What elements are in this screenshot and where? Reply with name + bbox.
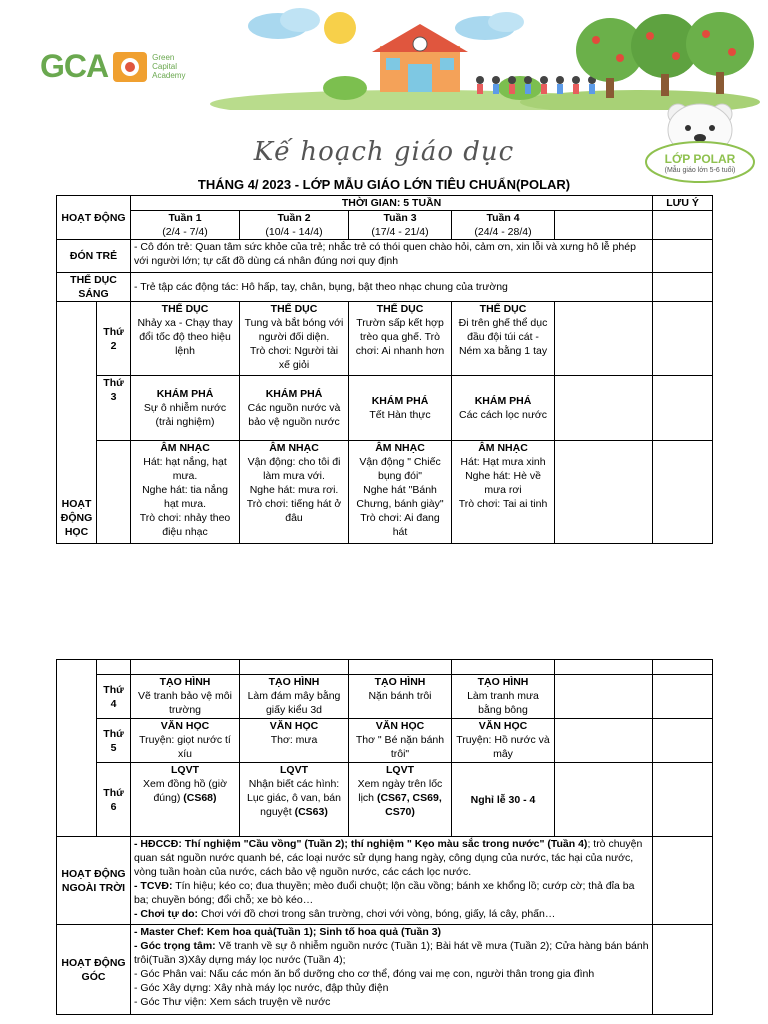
activity-cell: [349, 302, 452, 376]
empty-cell: [555, 441, 653, 544]
activity-cell: [131, 441, 240, 544]
activity-cell: [452, 302, 555, 376]
activity-title: ÂM NHẠC: [160, 442, 210, 454]
empty-day-cell: [97, 441, 131, 544]
empty-label-cell: [57, 660, 97, 837]
activity-cell: [131, 675, 240, 719]
activity-title: THỂ DỤC: [479, 303, 527, 315]
activity-cell: [131, 763, 240, 837]
week-name: Tuần 3: [383, 212, 417, 224]
activity-line: Trườn sấp kết hợp trèo qua ghế. Trò chơi: Ai nhanh hơn: [355, 317, 445, 357]
empty-cell: [653, 763, 713, 837]
row-label-hoat-dong-hoc: HOẠT ĐỘNG HỌC: [57, 302, 97, 544]
activity-cell: [452, 441, 555, 544]
logo-subtitle: [152, 53, 185, 80]
activity-cell: [131, 376, 240, 441]
logo-mark-icon: [112, 51, 148, 83]
activity-line: Vận động " Chiếc bụng đói": [359, 456, 441, 482]
activity-line: Nghe hát: tia nắng hạt mưa.: [142, 484, 228, 510]
page-title: THÁNG 4/ 2023 - LỚP MẪU GIÁO LỚN TIÊU CHUẨN(POLAR): [197, 177, 571, 192]
empty-cell: [653, 675, 713, 719]
day-thu-5: Thứ 5: [97, 719, 131, 763]
activity-line: Nhảy xa - Chạy thay đổi tốc độ theo hiệu lệnh: [137, 317, 233, 357]
activity-cell: [240, 376, 349, 441]
activity-cell: [131, 302, 240, 376]
empty-cell: [653, 441, 713, 544]
empty-cell: [653, 211, 713, 240]
ngoai-troi-text: [131, 837, 653, 925]
activity-line: Các nguồn nước và bảo vệ nguồn nước: [247, 402, 341, 428]
week-name: Tuần 2: [277, 212, 311, 224]
activity-cell: [349, 719, 452, 763]
activity-title: LQVT: [386, 764, 414, 776]
hdccd-label: - HĐCCĐ: Thí nghiệm "Cầu vồng" (Tuần 2); thí nghiệm " Kẹo màu sắc trong nước" (Tuần 4): [134, 838, 588, 850]
activity-title: VĂN HỌC: [375, 720, 425, 732]
trong-tam-line: [134, 939, 649, 967]
tcvd-text: Tín hiệu; kéo co; đua thuyền; mèo đuổi chuột; lộn cầu vồng; bánh xe khổng lồ; cướp cờ; thả đỉa ba ba; chuyền bóng; đổi chỗ; xe bò kéo…: [134, 880, 635, 906]
activity-cell: [349, 376, 452, 441]
activity-line: [352, 777, 448, 819]
header-thoi-gian: THỜI GIAN: 5 TUẦN: [131, 196, 653, 211]
empty-cell: [555, 719, 653, 763]
empty-cell: [131, 660, 240, 675]
activity-cell: [349, 675, 452, 719]
thu-vien-line: - Góc Thư viện: Xem sách truyện về nước: [134, 996, 331, 1008]
empty-cell: [653, 376, 713, 441]
week-range: (2/4 - 7/4): [162, 226, 208, 238]
tcvd-label: - TCVĐ:: [134, 880, 173, 892]
activity-line: Hát: Hạt mưa xinh: [460, 456, 546, 468]
trong-tam-text: Vẽ tranh về sự ô nhiễm nguồn nước (Tuần 1); Bài hát về mưa (Tuần 2); Cửa hàng bán bánh trôi(Tuần 3)Xây dựng máy lọc nước (Tuần 4);: [134, 940, 649, 966]
activity-text: Xem ngày trên lốc lịch: [357, 778, 443, 804]
activity-line: Nghe hát: Hè về mưa rơi: [465, 470, 541, 496]
activity-title: TẠO HÌNH: [477, 676, 529, 688]
logo-sub-line: Academy: [152, 71, 186, 80]
week-header: [240, 211, 349, 240]
free-play-line: [134, 907, 649, 921]
script-title: Kế hoạch giáo dục: [253, 137, 515, 167]
row-label-don-tre: ĐÓN TRẺ: [57, 240, 131, 273]
week-range: (24/4 - 28/4): [474, 226, 532, 238]
empty-cell: [653, 240, 713, 273]
week-name: Tuần 4: [486, 212, 520, 224]
free-play-label: - Chơi tự do:: [134, 908, 199, 920]
activity-line: Làm tranh mưa bằng bông: [467, 690, 539, 716]
criteria-code: (CS67, CS69, CS70): [376, 792, 442, 818]
plan-table-1: [56, 195, 713, 544]
activity-text: Xem đồng hồ (giờ đúng): [143, 778, 227, 804]
master-chef-line: - Master Chef: Kem hoa quả(Tuần 1); Sinh tố hoa quả (Tuần 3): [134, 926, 442, 938]
activity-cell: [240, 302, 349, 376]
day-thu-3: Thứ 3: [97, 376, 131, 441]
empty-cell: [555, 211, 653, 240]
badge-label: LỚP POLAR: [664, 152, 736, 166]
week-range: (10/4 - 14/4): [265, 226, 323, 238]
header-hoat-dong: HOẠT ĐỘNG: [57, 196, 131, 240]
tcvd-line: [134, 879, 649, 907]
activity-title: ÂM NHẠC: [269, 442, 319, 454]
activity-title: VĂN HỌC: [478, 720, 528, 732]
logo-text: GCA: [40, 48, 109, 84]
week-header: [131, 211, 240, 240]
phan-vai-line: - Góc Phân vai: Nấu các món ăn bổ dưỡng cho cơ thể, đóng vai mẹ con, người thân trong gia đình: [134, 968, 595, 980]
activity-title: THỂ DỤC: [376, 303, 424, 315]
activity-cell: [349, 763, 452, 837]
activity-line: Các cách lọc nước: [459, 409, 548, 421]
empty-cell: [349, 660, 452, 675]
row-label-goc: HOẠT ĐỘNG GÓC: [57, 925, 131, 1015]
activity-line: Trò chơi: Người tài xế giỏi: [249, 345, 339, 371]
activity-line: Đi trên ghế thể dục đầu đội túi cát - Ném xa bằng 1 tay: [458, 317, 548, 357]
don-tre-text: - Cô đón trẻ: Quan tâm sức khỏe của trẻ; nhắc trẻ có thói quen chào hỏi, cảm ơn, xin lỗi và xưng hô lễ phép với người lớn; tự cất đồ dùng cá nhân đúng nơi quy định: [131, 240, 653, 273]
activity-title: VĂN HỌC: [269, 720, 319, 732]
activity-line: Truyện: giọt nước tí xíu: [139, 734, 231, 760]
empty-cell: [452, 660, 555, 675]
activity-cell: [240, 763, 349, 837]
activity-title: LQVT: [280, 764, 308, 776]
xay-dung-line: - Góc Xây dựng: Xây nhà máy lọc nước, đập thủy điện: [134, 982, 389, 994]
activity-line: Nghe hát: mưa rơi.: [249, 484, 339, 496]
activity-line: Nghe hát "Bánh Chưng, bánh giày": [356, 484, 444, 510]
activity-cell: [131, 719, 240, 763]
activity-cell: [240, 675, 349, 719]
empty-cell: [653, 660, 713, 675]
activity-cell: [240, 719, 349, 763]
activity-line: Làm đám mây bằng giấy kiểu 3d: [247, 690, 341, 716]
activity-line: [243, 777, 345, 819]
row-label-the-duc-sang: THỂ DỤC SÁNG: [57, 273, 131, 302]
badge-sub: (Mẫu giáo lớn 5-6 tuổi): [664, 167, 736, 174]
week-name: Tuần 1: [168, 212, 202, 224]
activity-cell: [240, 441, 349, 544]
activity-title: TẠO HÌNH: [374, 676, 426, 688]
activity-title: ÂM NHẠC: [478, 442, 528, 454]
empty-cell: [653, 837, 713, 925]
goc-text: [131, 925, 653, 1015]
activity-title: TẠO HÌNH: [159, 676, 211, 688]
empty-cell: [653, 925, 713, 1015]
activity-line: Thơ " Bé nặn bánh trôi": [355, 734, 445, 760]
activity-line: Nặn bánh trôi: [368, 690, 432, 702]
activity-title: KHÁM PHÁ: [371, 395, 429, 407]
holiday-cell: Nghỉ lễ 30 - 4: [452, 763, 555, 837]
week-header: [452, 211, 555, 240]
empty-cell: [240, 660, 349, 675]
activity-line: [134, 777, 236, 805]
activity-title: VĂN HỌC: [160, 720, 210, 732]
day-thu-6: Thứ 6: [97, 763, 131, 837]
activity-line: Thơ: mưa: [270, 734, 318, 746]
empty-cell: [555, 302, 653, 376]
activity-line: Trò chơi: Tai ai tinh: [458, 498, 548, 510]
empty-cell: [653, 273, 713, 302]
activity-title: THỂ DỤC: [161, 303, 209, 315]
activity-line: Trò chơi: tiếng hát ở đâu: [246, 498, 342, 524]
activity-title: KHÁM PHÁ: [265, 388, 323, 400]
gca-logo: [40, 48, 185, 85]
activity-line: Truyện: Hồ nước và mây: [456, 734, 550, 760]
activity-line: Vận động: cho tôi đi làm mưa với.: [247, 456, 341, 482]
activity-line: Sự ô nhiễm nước (trải nghiệm): [143, 402, 227, 428]
page-header: [0, 0, 768, 195]
week-header: [349, 211, 452, 240]
row-label-ngoai-troi: HOẠT ĐỘNG NGOÀI TRỜI: [57, 837, 131, 925]
activity-line: Tết Hàn thực: [369, 409, 431, 421]
activity-cell: [452, 675, 555, 719]
activity-title: ÂM NHẠC: [375, 442, 425, 454]
header-luu-y: LƯU Ý: [653, 196, 713, 211]
hdccd-line: [134, 837, 649, 879]
activity-title: KHÁM PHÁ: [156, 388, 214, 400]
empty-cell: [653, 719, 713, 763]
activity-title: THỂ DỤC: [270, 303, 318, 315]
activity-line: Trò chơi: nhảy theo điệu nhạc: [139, 512, 231, 538]
the-duc-sang-text: - Trẻ tập các động tác: Hô hấp, tay, chân, bụng, bật theo nhạc chung của trường: [131, 273, 653, 302]
activity-cell: [349, 441, 452, 544]
activity-title: KHÁM PHÁ: [474, 395, 532, 407]
activity-line: Hát: hạt nắng, hạt mưa.: [143, 456, 227, 482]
activity-line: Trò chơi: Ai đang hát: [360, 512, 440, 538]
empty-cell: [653, 302, 713, 376]
empty-cell: [97, 660, 131, 675]
activity-line: Vẽ tranh bảo vệ môi trường: [138, 690, 232, 716]
logo-sub-line: Green: [152, 53, 175, 62]
criteria-code: (CS68): [183, 792, 217, 804]
week-range: (17/4 - 21/4): [371, 226, 429, 238]
day-thu-4: Thứ 4: [97, 675, 131, 719]
activity-line: Tung và bắt bóng với người đối diện.: [244, 317, 344, 343]
activity-title: TẠO HÌNH: [268, 676, 320, 688]
activity-title: LQVT: [171, 764, 199, 776]
empty-cell: [555, 675, 653, 719]
plan-table-2: [56, 659, 713, 1015]
activity-cell: [452, 376, 555, 441]
free-play-text: Chơi với đồ chơi trong sân trường, chơi với vòng, bóng, giấy, lá cây, phấn…: [198, 908, 556, 920]
logo-sub-line: Capital: [152, 62, 178, 71]
day-thu-2: Thứ 2: [97, 302, 131, 376]
activity-text: Nhận biết các hình: Lục giác, ô van, bán nguyệt: [247, 778, 341, 818]
criteria-code: (CS63): [294, 806, 328, 818]
empty-cell: [555, 660, 653, 675]
empty-cell: [555, 376, 653, 441]
trong-tam-label: - Góc trọng tâm:: [134, 940, 216, 952]
empty-cell: [555, 763, 653, 837]
activity-cell: [452, 719, 555, 763]
hdccd-text: ; trò chuyện quan sát nguồn nước quanh bé, các loại nước sử dụng hang ngày, công dụng của nước, tác hại của nước, vòng tuần hoàn của nước, cách bảo vệ nguồn nước, các cách lọc nước.: [134, 838, 643, 878]
